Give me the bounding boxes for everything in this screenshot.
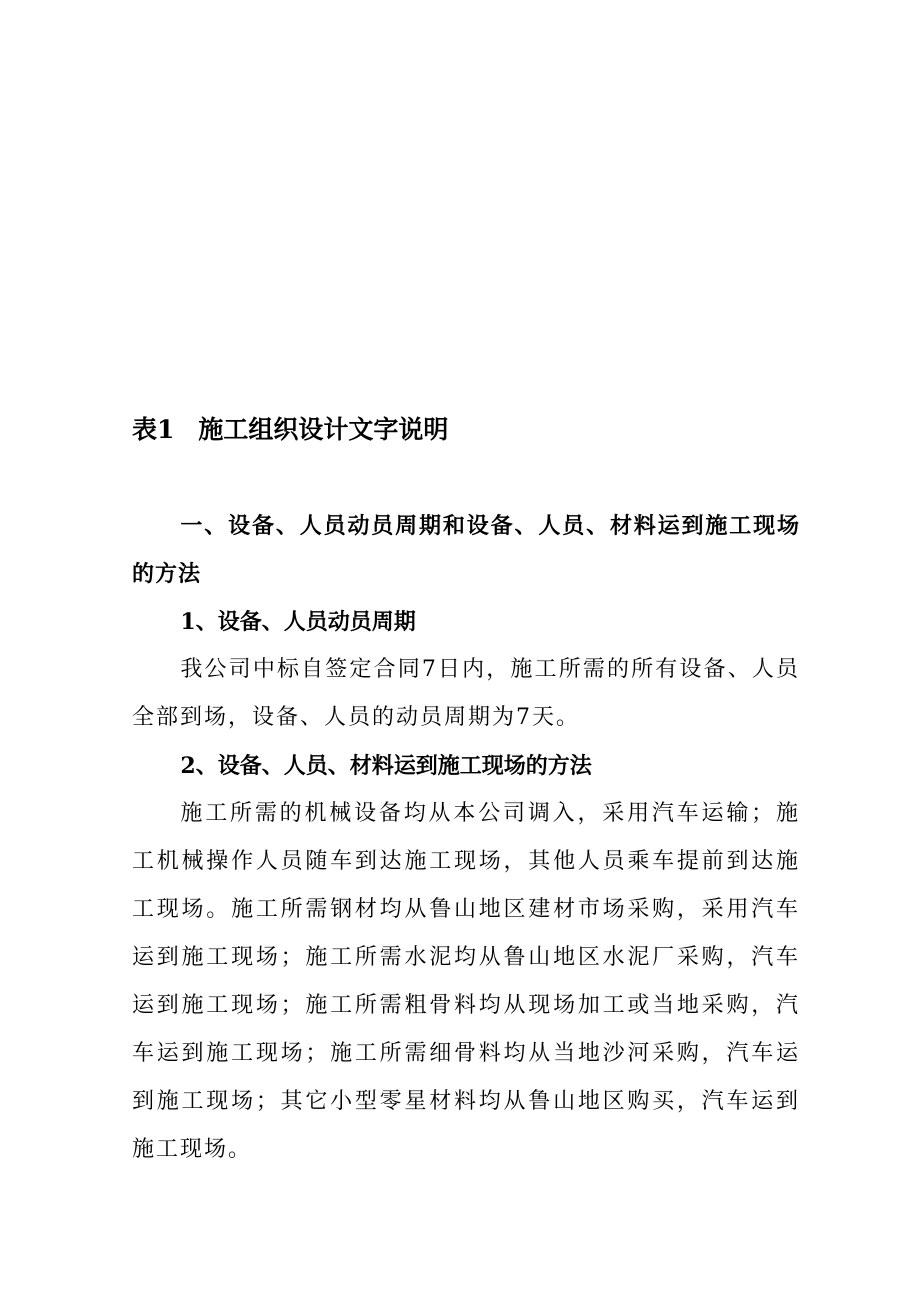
- subsection-heading-1: 1、设备、人员动员周期: [180, 609, 416, 635]
- table-number: 表1: [132, 415, 175, 444]
- subsection-heading-2: 2、设备、人员、材料运到施工现场的方法: [180, 753, 592, 779]
- table-title-text: 施工组织设计文字说明: [198, 415, 449, 444]
- subsection-body-1: 我公司中标自签定合同7日内，施工所需的所有设备、人员全部到场，设备、人员的动员周期为7天。: [132, 657, 800, 730]
- section-heading: 一、设备、人员动员周期和设备、人员、材料运到施工现场的方法: [132, 513, 800, 587]
- subsection-body-2: 施工所需的机械设备均从本公司调入，采用汽车运输；施工机械操作人员随车到达施工现场，其他人员乘车提前到达施工现场。施工所需钢材均从鲁山地区建材市场采购，采用汽车运到施工现场；施工所需水泥均从鲁山地区水泥厂采购，汽车运到施工现场；施工所需粗骨料均从现场加工或当地采购，汽车运到施工现场；施工所需细骨料均从当地沙河采购，汽车运到施工现场；其它小型零星材料均从鲁山地区购买，汽车运到施工现场。: [132, 801, 800, 1162]
- table-title: [132, 410, 448, 450]
- document-body: [132, 502, 800, 1174]
